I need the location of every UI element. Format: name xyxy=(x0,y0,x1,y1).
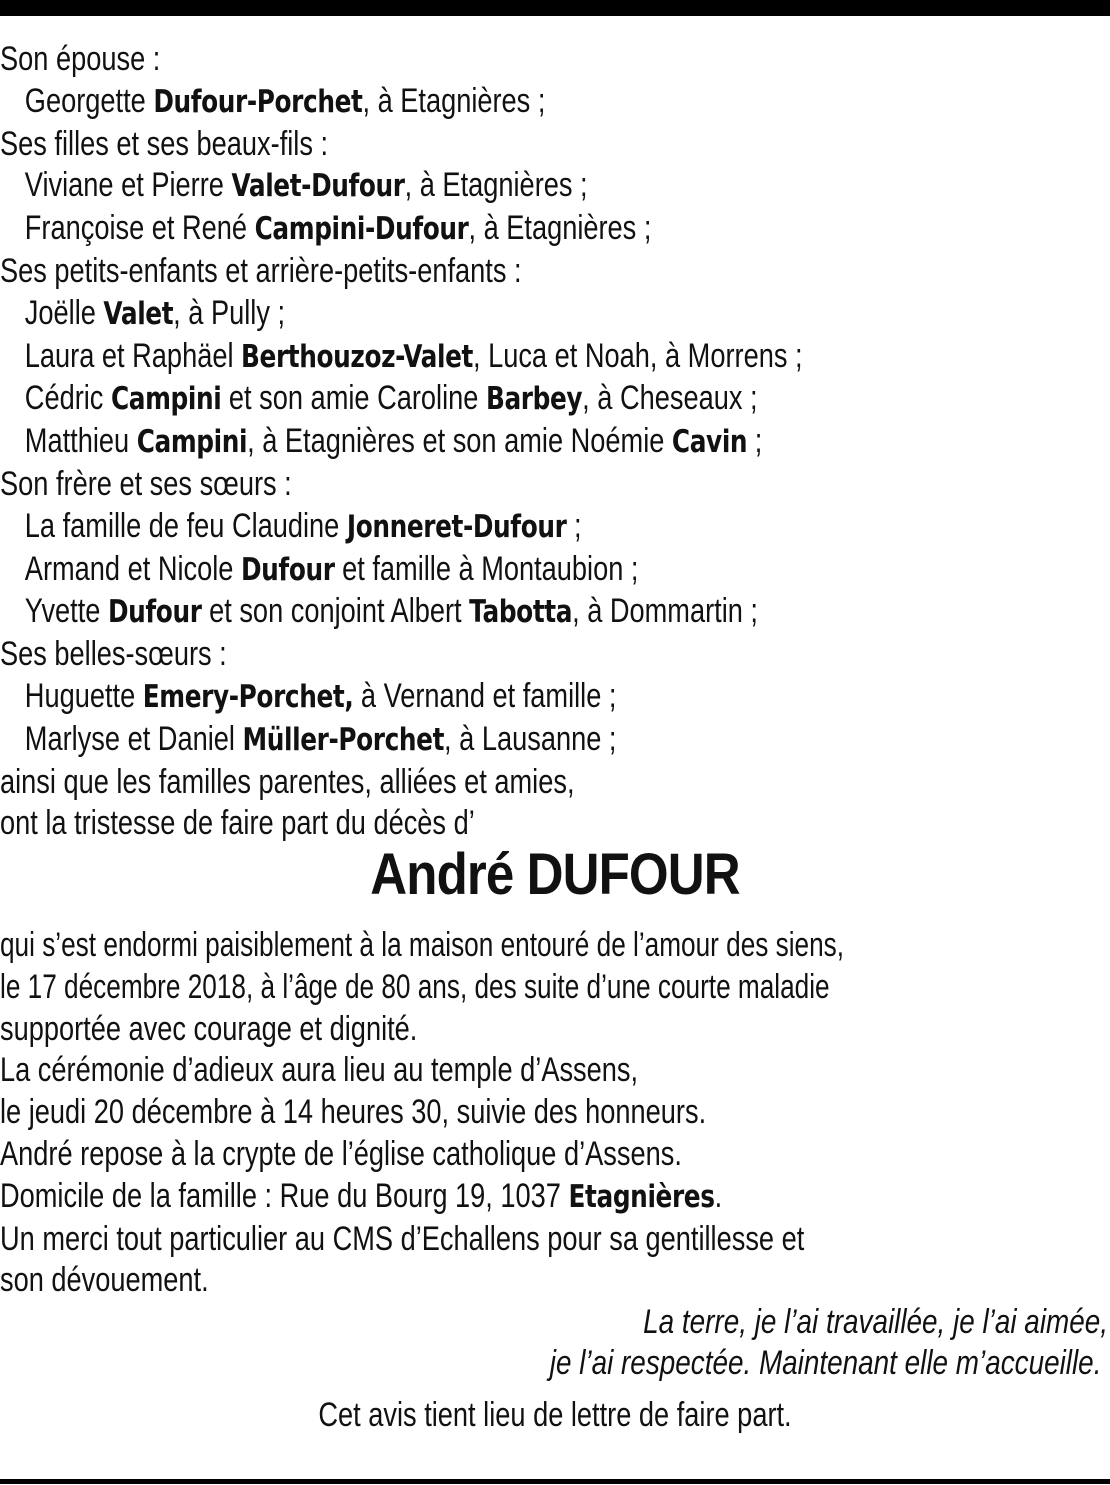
entry-text: , à Pully ; xyxy=(173,293,286,332)
entry-text: , à Cheseaux ; xyxy=(582,379,758,418)
entry-text: ; xyxy=(566,506,582,545)
surname: Campini xyxy=(136,424,248,461)
entry-text: La famille de feu Claudine xyxy=(24,506,347,545)
surname: Dufour xyxy=(107,594,202,631)
address-text: . xyxy=(714,1176,723,1215)
surname: Valet xyxy=(103,295,174,332)
entry-text: , à Etagnières et son amie Noémie xyxy=(247,422,672,461)
entry-text: Laura et Raphäel xyxy=(24,336,242,375)
family-entry xyxy=(0,293,888,336)
entry-text: Armand et Nicole xyxy=(24,549,241,588)
quote-line: je l’ai respectée. Maintenant elle m’accueille. xyxy=(549,1344,1102,1382)
announcement-line: qui s’est endormi paisiblement à la maison entouré de l’amour des siens, xyxy=(0,926,845,964)
entry-text: Cédric xyxy=(24,379,111,418)
announcement-line: André repose à la crypte de l’église catholique d’Assens. xyxy=(0,1134,682,1173)
family-entry xyxy=(0,719,888,762)
entry-text: , Luca et Noah, à Morrens ; xyxy=(472,336,803,375)
announcement-line: son dévouement. xyxy=(0,1261,209,1300)
family-list xyxy=(0,39,1110,845)
announcement-line: le 17 décembre 2018, à l’âge de 80 ans, des suite d’une courte maladie xyxy=(0,967,830,1006)
deceased-name: André DUFOUR xyxy=(370,842,740,907)
spouse-entry xyxy=(0,81,888,124)
first-names: Viviane et Pierre xyxy=(24,166,232,205)
entry-text: Yvette xyxy=(24,592,108,631)
grandchildren-heading: Ses petits-enfants et arrière-petits-enfants : xyxy=(0,251,522,290)
entry-text: Matthieu xyxy=(24,422,137,461)
address-text: Domicile de la famille : Rue du Bourg 19, 1037 xyxy=(0,1176,569,1215)
family-entry xyxy=(0,676,888,719)
surname: Barbey xyxy=(485,381,583,418)
entry-text: , à Dommartin ; xyxy=(572,592,758,631)
location: , à Etagnières ; xyxy=(404,166,588,205)
location: , à Etagnières ; xyxy=(362,81,546,120)
bottom-rule xyxy=(0,1479,1110,1484)
entry-text: et famille à Montaubion ; xyxy=(334,549,639,588)
entry-text: et son amie Caroline xyxy=(221,379,486,418)
family-entry xyxy=(0,336,888,379)
location: , à Etagnières ; xyxy=(468,209,652,248)
surname: Emery-Porchet, xyxy=(142,678,354,715)
address-town: Etagnières xyxy=(568,1178,715,1215)
entry-text: Joëlle xyxy=(24,293,104,332)
entry-text: Marlyse et Daniel xyxy=(24,719,243,758)
closing-line: ainsi que les familles parentes, alliées et amies, xyxy=(0,762,575,801)
spouse-heading: Son épouse : xyxy=(0,40,161,78)
entry-text: à Vernand et famille ; xyxy=(353,676,617,715)
surname: Cavin xyxy=(671,424,748,461)
surname: Jonneret-Dufour xyxy=(346,508,567,545)
announcement-line: le jeudi 20 décembre à 14 heures 30, suivie des honneurs. xyxy=(0,1093,707,1132)
announcement-line: La cérémonie d’adieux aura lieu au temple d’Assens, xyxy=(0,1051,639,1090)
announcement-line: supportée avec courage et dignité. xyxy=(0,1009,418,1048)
first-names: Georgette xyxy=(24,81,154,120)
surname: Berthouzoz-Valet xyxy=(241,338,473,375)
siblings-heading: Son frère et ses sœurs : xyxy=(0,464,292,503)
entry-text: Huguette xyxy=(24,676,143,715)
surname: Valet-Dufour xyxy=(231,168,405,205)
surname: Campini xyxy=(110,381,222,418)
family-entry xyxy=(0,591,888,634)
surname: Dufour-Porchet xyxy=(153,83,363,120)
announcement-line: Un merci tout particulier au CMS d’Echallens pour sa gentillesse et xyxy=(0,1219,805,1258)
surname: Tabotta xyxy=(469,594,573,631)
surname: Dufour xyxy=(240,551,335,588)
family-entry xyxy=(0,421,888,464)
first-names: Françoise et René xyxy=(24,209,255,248)
notice-line: Cet avis tient lieu de lettre de faire part. xyxy=(318,1396,792,1434)
entry-text: et son conjoint Albert xyxy=(201,592,470,631)
entry-text: ; xyxy=(747,422,763,461)
family-entry xyxy=(0,378,888,421)
daughters-heading: Ses filles et ses beaux-fils : xyxy=(0,124,329,163)
family-entry xyxy=(0,549,888,592)
announcement-text xyxy=(0,925,1110,1302)
quote xyxy=(0,1302,1108,1384)
top-rule xyxy=(0,0,1110,16)
sisters-in-law-heading: Ses belles-sœurs : xyxy=(0,635,227,674)
quote-line: La terre, je l’ai travaillée, je l’ai aimée, xyxy=(643,1303,1108,1341)
address-line xyxy=(0,1176,888,1219)
family-entry xyxy=(0,165,888,208)
closing-line: ont la tristesse de faire part du décès d’ xyxy=(0,804,475,843)
family-entry xyxy=(0,506,888,549)
surname: Campini-Dufour xyxy=(254,211,469,248)
family-entry xyxy=(0,208,888,251)
entry-text: , à Lausanne ; xyxy=(444,719,617,758)
surname: Müller-Porchet xyxy=(242,721,445,758)
